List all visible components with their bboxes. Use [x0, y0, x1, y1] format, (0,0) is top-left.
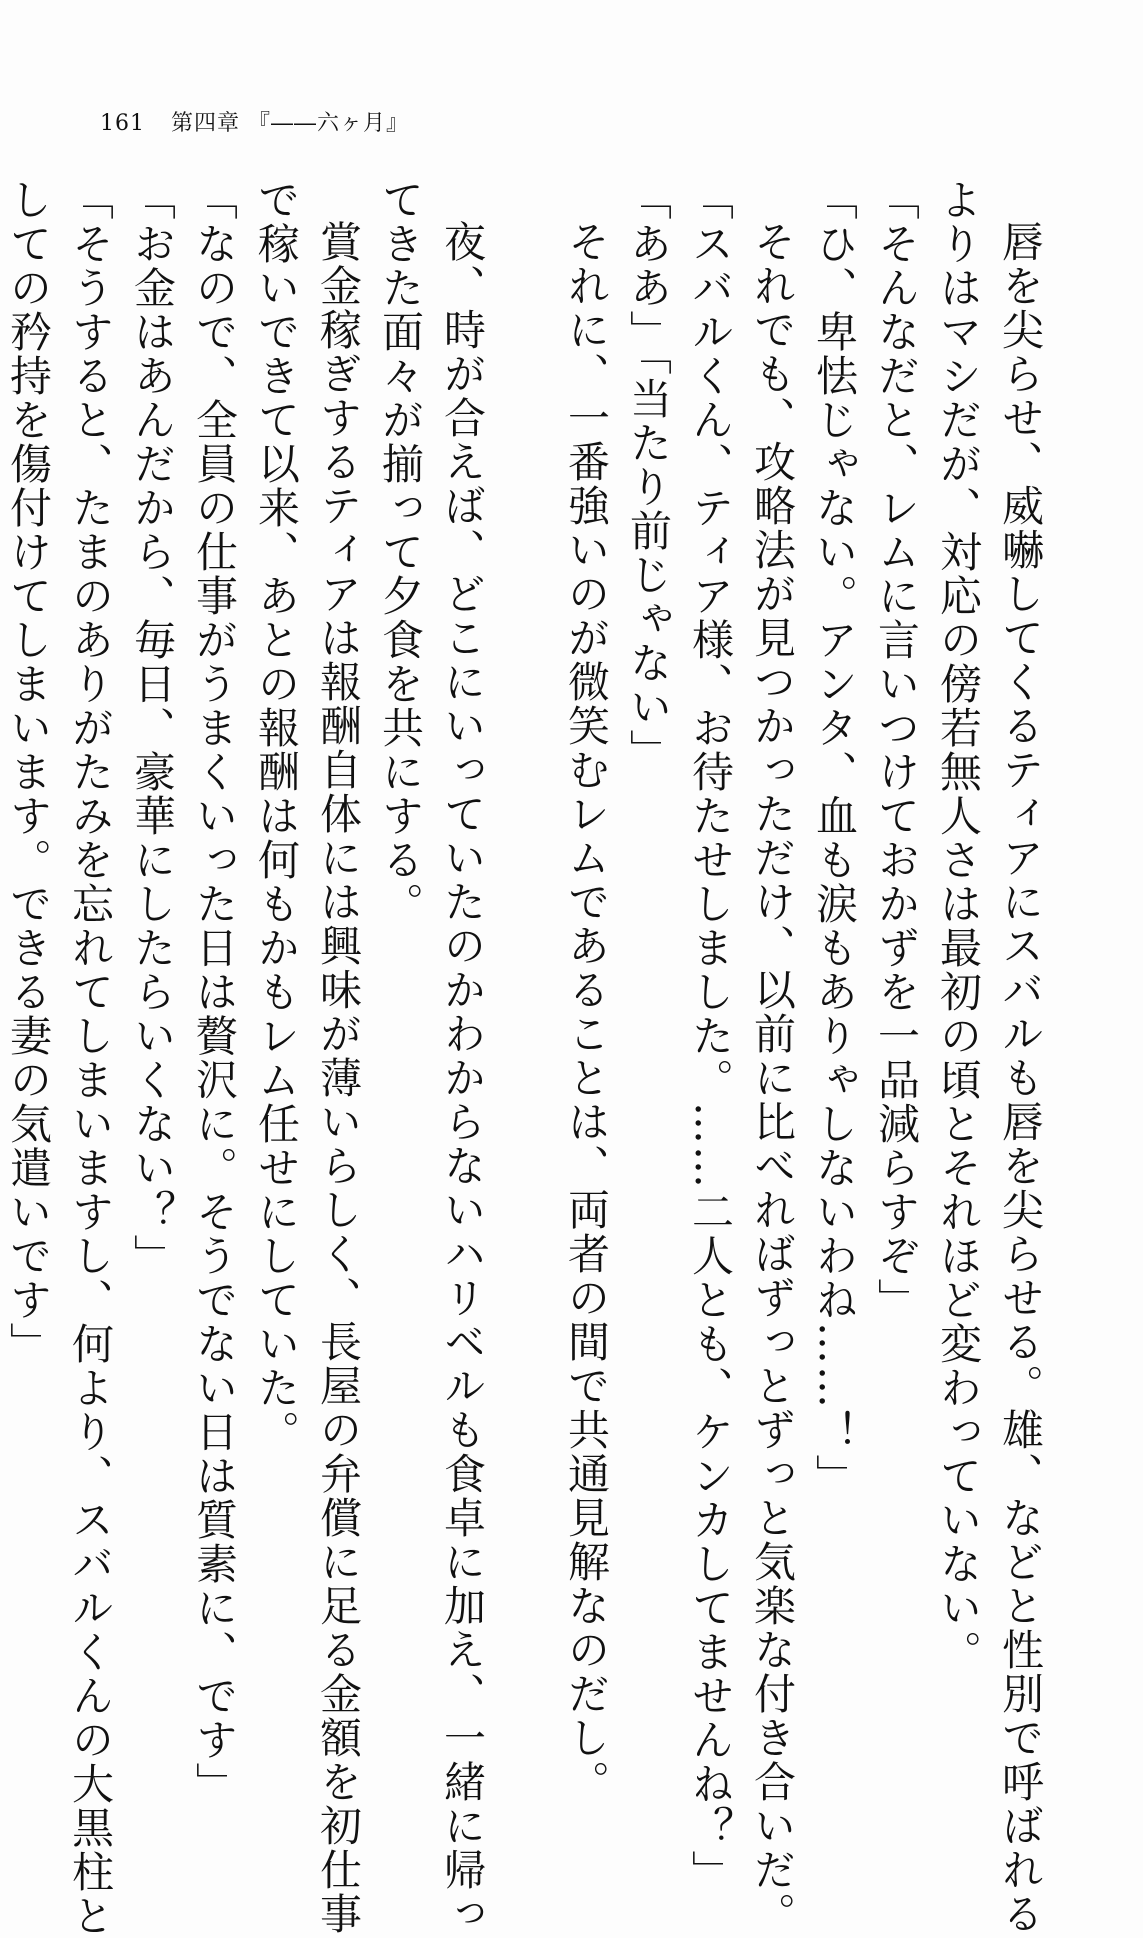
text-line: それでも、攻略法が見つかっただけ、以前に比べればずっとずっと気楽な付き合いだ。 [748, 220, 797, 1936]
text-line: 賞金稼ぎするティアは報酬自体には興味が薄いらしく、長屋の弁償に足る金額を初仕事 [314, 220, 363, 1936]
text-line: てきた面々が揃って夕食を共にする。 [376, 178, 425, 926]
text-line: 「そうすると、たまのありがたみを忘れてしまいますし、何より、スバルくんの大黒柱と [66, 178, 115, 1938]
text-line: 夜、時が合えば、どこにいっていたのかわからないハリベルも食卓に加え、一緒に帰っ [438, 220, 487, 1936]
text-line: 「ひ、卑怯じゃない。アンタ、血も涙もありゃしないわね……！」 [810, 178, 859, 1498]
text-line: 「そんなだと、レムに言いつけておかずを一品減らすぞ」 [872, 178, 921, 1322]
page-number: 161 [100, 111, 145, 136]
text-line: 「スバルくん、ティア様、お待たせしました。……二人とも、ケンカしてませんね？」 [686, 178, 735, 1894]
text-line: 「お金はあんだから、毎日、豪華にしたらいくない？」 [128, 178, 177, 1278]
vertical-body-text [0, 178, 1051, 1938]
text-line: 「ああ」「当たり前じゃない」 [624, 178, 673, 773]
text-line: しての矜持を傷付けてしまいます。できる妻の気遣いです」 [4, 178, 53, 1366]
text-line: よりはマシだが、対応の傍若無人さは最初の頃とそれほど変わっていない。 [934, 178, 983, 1674]
chapter-title: 第四章 『――六ヶ月』 [171, 111, 409, 136]
section-break [493, 178, 555, 1508]
text-line: 「なので、全員の仕事がうまくいった日は贅沢に。そうでない日は質素に、です」 [190, 178, 239, 1806]
text-line: で稼いできて以来、あとの報酬は何もかもレム任せにしていた。 [252, 178, 301, 1454]
text-line: それに、一番強いのが微笑むレムであることは、両者の間で共通見解なのだし。 [562, 220, 611, 1804]
running-header [100, 106, 409, 137]
text-line: 唇を尖らせ、威嚇してくるティアにスバルも唇を尖らせる。雄、などと性別で呼ばれる [996, 220, 1045, 1936]
